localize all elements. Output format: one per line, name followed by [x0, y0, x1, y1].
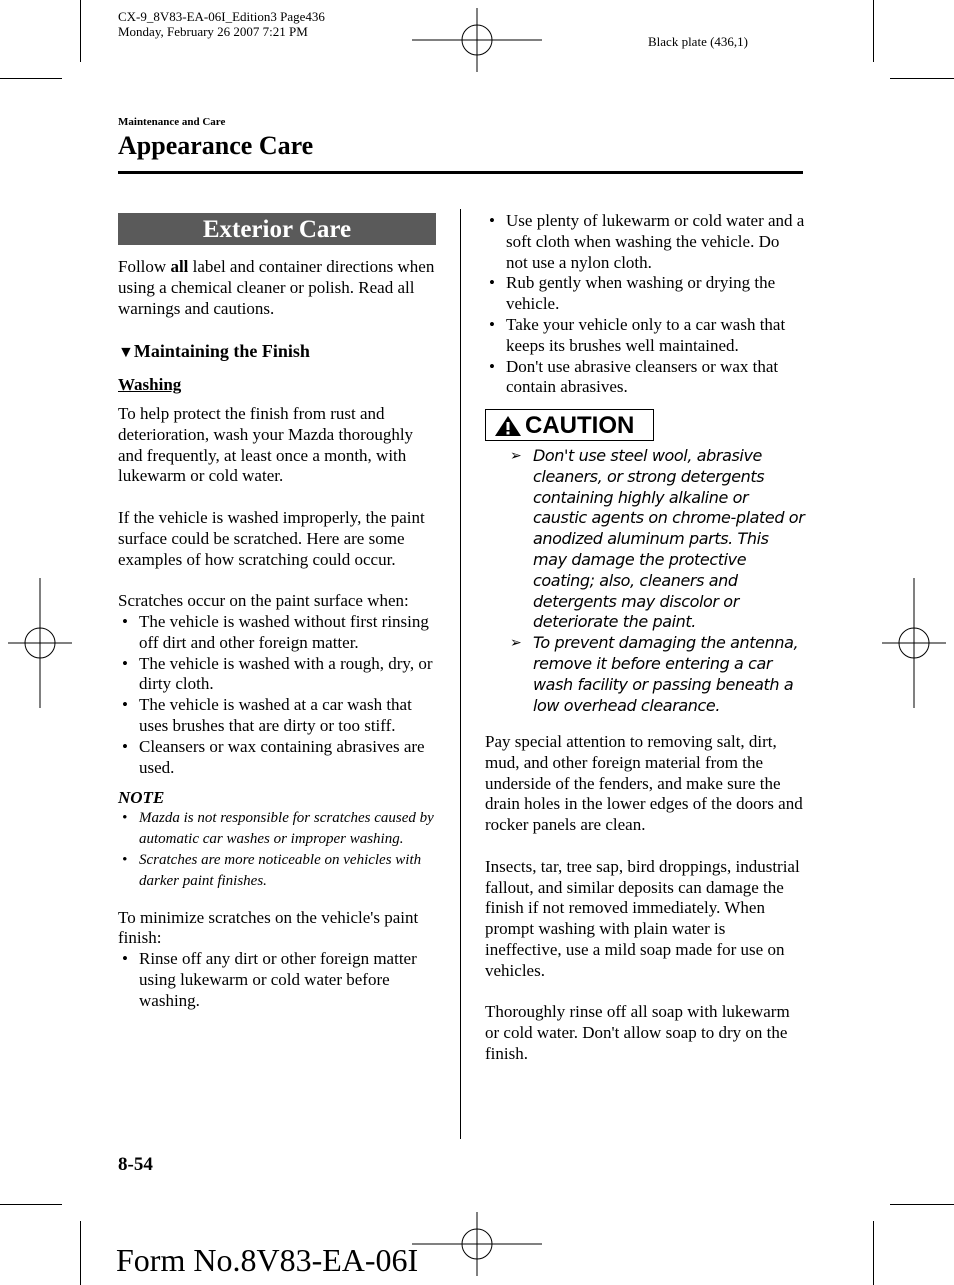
caution-list [510, 446, 805, 716]
list-item: • The vehicle is washed without first rinsing off dirt and other foreign matter. [122, 611, 429, 652]
breadcrumb: Maintenance and Care [118, 116, 226, 128]
page-title: Appearance Care [118, 131, 314, 160]
washing-label: Washing [118, 375, 182, 394]
note-list [118, 808, 436, 891]
paragraph-insects: Insects, tar, tree sap, bird droppings, industrial fallout, and similar deposits can damage the finish if not removed immediately. When prompt washing with plain water is ineffective, use a mild soap made for use on vehicles. [485, 856, 800, 980]
list-item: • Use plenty of lukewarm or cold water and a soft cloth when washing the vehicle. Do not use a nylon cloth. [489, 211, 805, 272]
right-body [485, 732, 805, 1065]
plate-label: Black plate (436,1) [648, 34, 748, 49]
paragraph-protect: To help protect the finish from rust and deterioration, wash your Mazda thoroughly and frequently, at least once a month, with lukewarm or cold water. [118, 404, 414, 486]
caution-label: CAUTION [525, 412, 635, 439]
print-info-line2: Monday, February 26 2007 7:21 PM [118, 24, 308, 39]
list-item: • The vehicle is washed with a rough, dry, or dirty cloth. [122, 653, 433, 694]
list-item: • Mazda is not responsible for scratches caused by automatic car washes or improper washing. [122, 810, 434, 848]
form-number: Form No.8V83-EA-06I [116, 1242, 419, 1278]
registration-mark-right [882, 578, 946, 708]
caution-box [485, 409, 654, 441]
list-item: • Take your vehicle only to a car wash that keeps its brushes well maintained. [489, 314, 786, 355]
paragraph-improper: If the vehicle is washed improperly, the paint surface could be scratched. Here are some examples of how scratching could occur. [118, 507, 425, 569]
list-item: • Scratches are more noticeable on vehicles with darker paint finishes. [122, 851, 422, 889]
registration-mark-left [8, 578, 72, 708]
scratch-causes-list [118, 612, 436, 778]
list-item: • Rinse off any dirt or other foreign matter using lukewarm or cold water before washing. [122, 949, 417, 1010]
note-title: NOTE [118, 788, 165, 808]
registration-mark-top [412, 8, 542, 72]
left-body [118, 404, 436, 1012]
warning-triangle-icon [494, 415, 522, 437]
list-item: ➢ Don't use steel wool, abrasive cleaners, or strong detergents containing highly alkaline or caustic agents on chrome-plated or anodized aluminum parts. This may damage the protective coating; also, cleaners and detergents may discolor or deteriorate the paint. [510, 446, 805, 632]
column-divider [460, 209, 461, 1139]
list-item: • Don't use abrasive cleansers or wax that contain abrasives. [489, 356, 779, 397]
paragraph-minimize: To minimize scratches on the vehicle's paint finish: [118, 907, 419, 948]
paragraph-salt: Pay special attention to removing salt, dirt, mud, and other foreign material from the underside of the fenders, and make sure the drain holes in the lower edges of the doors and rocker panels are clean. [485, 732, 803, 835]
minimize-list [118, 949, 436, 1011]
section-title: Exterior Care [118, 213, 436, 245]
subheading-block [118, 341, 436, 362]
intro-paragraph: Follow all label and container directions when using a chemical cleaner or polish. Read all warnings and cautions. [118, 257, 435, 318]
print-info-line1: CX-9_8V83-EA-06I_Edition3 Page436 [118, 9, 325, 24]
list-item: • The vehicle is washed at a car wash that uses brushes that are dirty or too stiff. [122, 695, 412, 735]
arrow-bullet-icon: ➢ [510, 635, 522, 652]
triangle-down-icon: ▼ [118, 344, 134, 361]
right-column [485, 211, 805, 398]
paragraph-rinse: Thoroughly rinse off all soap with lukewarm or cold water. Don't allow soap to dry on the finish. [485, 1002, 790, 1063]
left-column [118, 257, 436, 319]
print-info [118, 9, 325, 39]
washing-tips-list [485, 211, 805, 398]
title-rule [118, 171, 803, 174]
list-item: • Rub gently when washing or drying the vehicle. [489, 273, 776, 314]
page-number: 8-54 [118, 1154, 153, 1175]
arrow-bullet-icon: ➢ [510, 448, 522, 464]
list-item: ➢ To prevent damaging the antenna, remove it before entering a car wash facility or passing beneath a low overhead clearance. [510, 633, 799, 715]
paragraph-scratches: Scratches occur on the paint surface when: [118, 591, 409, 611]
registration-mark-bottom [412, 1212, 542, 1276]
subheading: ▼Maintaining the Finish [118, 341, 310, 361]
list-item: • Cleansers or wax containing abrasives are used. [122, 736, 425, 777]
